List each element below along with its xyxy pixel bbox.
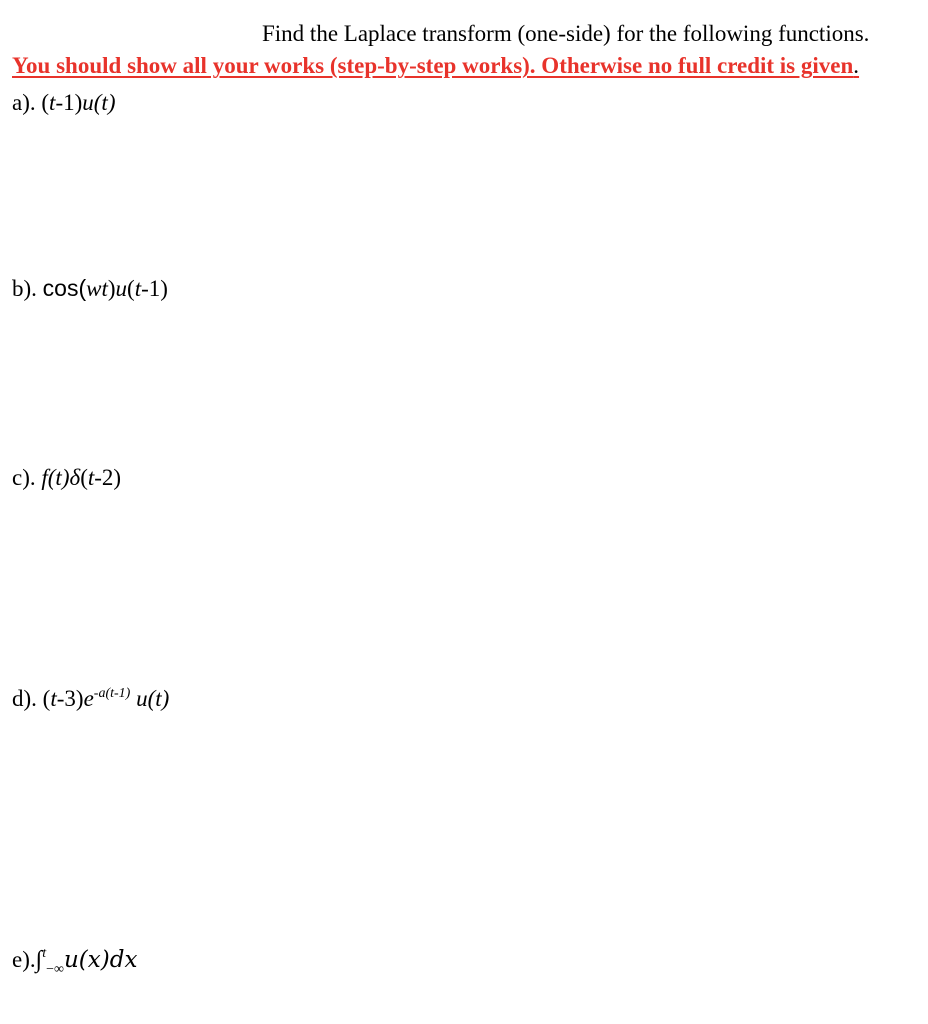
problem-d-label: d). — [12, 686, 37, 711]
problem-e-lower-limit: −∞ — [46, 962, 64, 977]
problem-b-u: u — [115, 276, 128, 301]
problem-a-arg: (t) — [93, 90, 116, 115]
problem-c-arg2-close: -2) — [94, 465, 122, 490]
problem-d-arg: (t) — [147, 686, 170, 711]
integral-sign-icon: ∫ — [35, 947, 43, 973]
problem-c — [12, 463, 121, 493]
problem-a-u: u — [82, 90, 94, 115]
problem-a-minus-one: -1) — [55, 90, 83, 115]
problem-e-label: e). — [12, 947, 36, 972]
credit-warning — [12, 51, 900, 81]
problem-b — [12, 273, 168, 304]
problem-c-delta: δ — [69, 465, 81, 490]
problem-b-arg-close: -1) — [141, 276, 168, 301]
problem-e-upper-limit: t — [42, 946, 47, 961]
problem-d — [12, 684, 169, 714]
problem-a-label: a). — [12, 90, 36, 115]
problem-c-arg2-open: ( — [80, 465, 88, 490]
problem-e — [12, 945, 137, 975]
problem-d-open-paren: ( — [42, 686, 51, 711]
problem-b-arg-open: ( — [127, 276, 135, 301]
problem-c-label: c). — [12, 465, 36, 490]
problem-d-minus-three: -3) — [56, 686, 84, 711]
problem-b-label: b). — [12, 276, 37, 301]
problem-d-u: u — [136, 686, 148, 711]
problem-b-close-paren: ) — [107, 276, 116, 301]
problem-a-open-paren: ( — [41, 90, 50, 115]
credit-warning-period: . — [853, 53, 860, 78]
problem-b-wt: wt — [86, 276, 108, 301]
problem-a — [12, 88, 115, 118]
problem-d-e: e — [83, 686, 94, 711]
problem-e-integrand: u(x)dx — [63, 947, 138, 973]
credit-warning-text: You should show all your works (step-by-step works). Otherwise no full credit is given — [12, 53, 854, 78]
problem-c-f: f — [41, 465, 48, 490]
page-title: Find the Laplace transform (one-side) for the following functions. — [262, 21, 870, 46]
problem-b-t: t — [134, 276, 142, 301]
problem-c-arg1: (t) — [47, 465, 70, 490]
problem-d-exponent: -a(t-1) — [93, 686, 131, 701]
problem-b-cos: cos( — [42, 275, 87, 301]
problem-d-t: t — [50, 686, 57, 711]
problem-c-t: t — [87, 465, 95, 490]
problem-a-t: t — [49, 90, 56, 115]
